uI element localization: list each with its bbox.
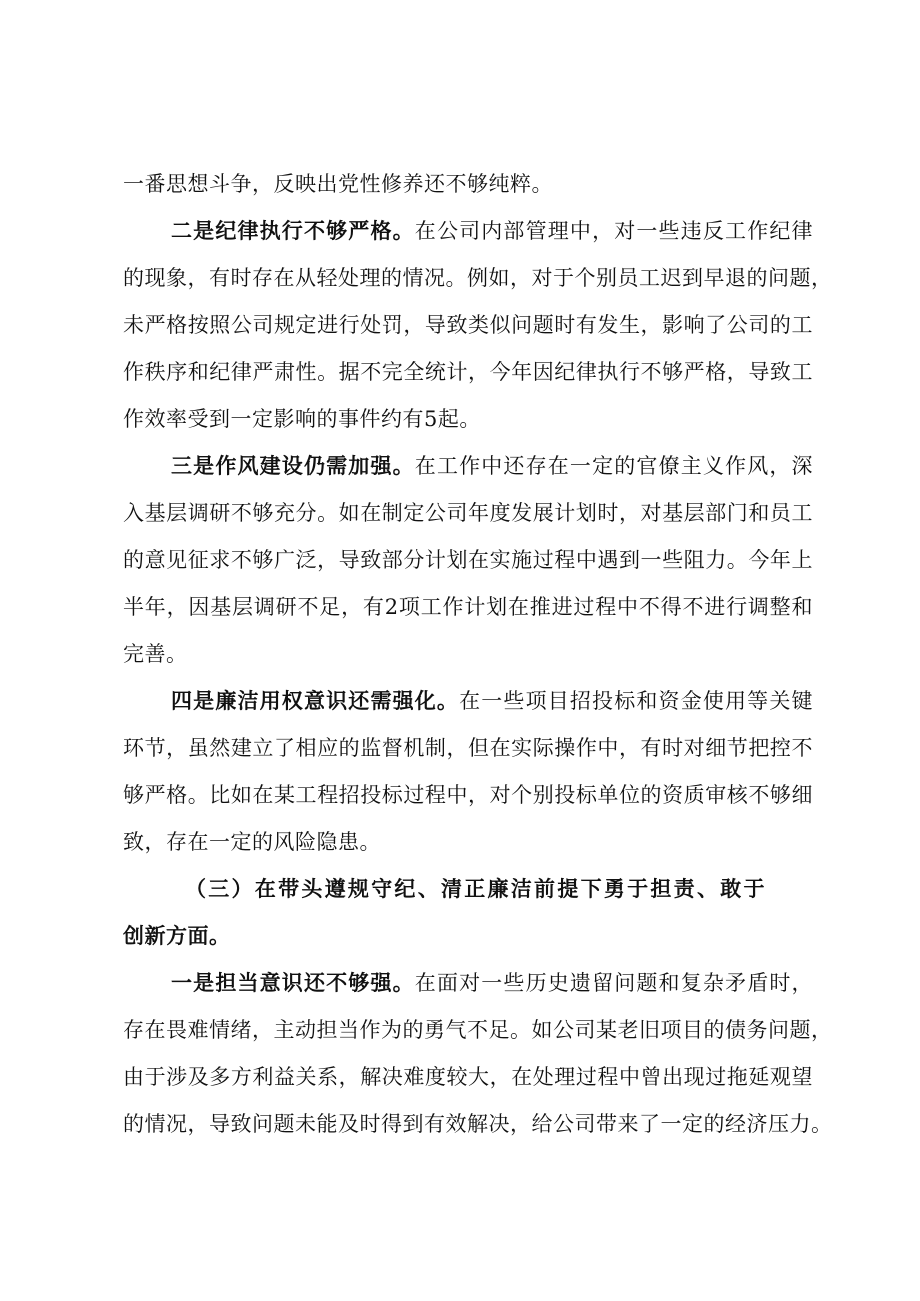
text-line: 由于涉及多方利益关系，解决难度较大，在处理过程中曾出现过拖延观望 bbox=[123, 1065, 813, 1089]
paragraph-lead: 四是廉洁用权意识还需强化。 bbox=[171, 688, 460, 713]
text-line: 致，存在一定的风险隐患。 bbox=[123, 830, 381, 854]
text-line: 环节，虽然建立了相应的监督机制，但在实际操作中，有时对细节把控不 bbox=[123, 736, 813, 760]
paragraph-lead: 二是纪律执行不够严格。 bbox=[171, 218, 415, 243]
text-line: 的情况，导致问题未能及时得到有效解决，给公司带来了一定的经济压力。 bbox=[123, 1112, 833, 1136]
text-line: 够严格。比如在某工程招投标过程中，对个别投标单位的资质审核不够细 bbox=[123, 783, 813, 807]
paragraph-first-line: 二是纪律执行不够严格。在公司内部管理中，对一些违反工作纪律 bbox=[171, 218, 814, 243]
section-heading: （三）在带头遵规守纪、清正廉洁前提下勇于担责、敢于 bbox=[185, 876, 765, 901]
text-line: 入基层调研不够充分。如在制定公司年度发展计划时，对基层部门和员工 bbox=[123, 501, 813, 525]
text-line: 的意见征求不够广泛，导致部分计划在实施过程中遇到一些阻力。今年上 bbox=[123, 548, 813, 572]
paragraph-lead: 三是作风建设仍需加强。 bbox=[171, 453, 415, 478]
text-line: 作秩序和纪律严肃性。据不完全统计，今年因纪律执行不够严格，导致工 bbox=[123, 360, 813, 384]
text-line: 半年，因基层调研不足，有2项工作计划在推进过程中不得不进行调整和 bbox=[123, 595, 813, 619]
text-line: 作效率受到一定影响的事件约有5起。 bbox=[123, 407, 481, 431]
paragraph-first-line: 三是作风建设仍需加强。在工作中还存在一定的官僚主义作风，深 bbox=[171, 453, 814, 478]
section-heading-continued: 创新方面。 bbox=[123, 923, 231, 948]
text-line: 完善。 bbox=[123, 642, 188, 666]
paragraph-first-line: 四是廉洁用权意识还需强化。在一些项目招投标和资金使用等关键 bbox=[171, 688, 814, 713]
text-line: 未严格按照公司规定进行处罚，导致类似问题时有发生，影响了公司的工 bbox=[123, 313, 813, 337]
paragraph-lead: 一是担当意识还不够强。 bbox=[171, 970, 415, 995]
text-line: 存在畏难情绪，主动担当作为的勇气不足。如公司某老旧项目的债务问题， bbox=[123, 1018, 833, 1042]
text-line: 一番思想斗争，反映出党性修养还不够纯粹。 bbox=[123, 172, 553, 196]
paragraph-first-line: 一是担当意识还不够强。在面对一些历史遗留问题和复杂矛盾时， bbox=[171, 970, 814, 995]
text-line: 的现象，有时存在从轻处理的情况。例如，对于个别员工迟到早退的问题， bbox=[123, 266, 833, 290]
